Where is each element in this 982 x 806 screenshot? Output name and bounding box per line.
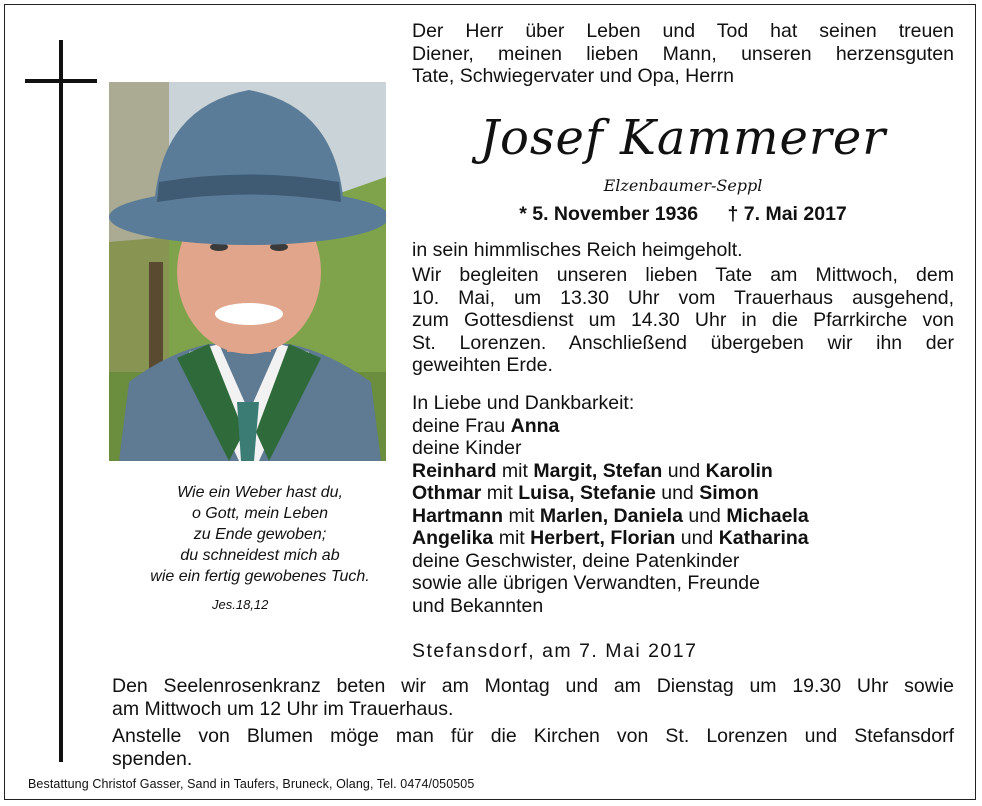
family-line: Reinhard mit Margit, Stefan und Karolin [412, 459, 773, 482]
verse-reference: Jes.18,12 [212, 597, 269, 612]
funeral-home-footer: Bestattung Christof Gasser, Sand in Taufers, Bruneck, Olang, Tel. 0474/050505 [28, 777, 475, 791]
relatives-line: und Bekannten [412, 594, 544, 617]
intro-line: Der Herr über Leben und Tod hat seinen treuen [412, 20, 954, 42]
funeral-line: Wir begleiten unseren lieben Tate am Mittwoch, dem [412, 264, 954, 286]
nickname: Elzenbaumer-Seppl [603, 176, 763, 195]
life-dates [412, 203, 954, 226]
funeral-line: 10. Mai, um 13.30 Uhr vom Trauerhaus ausgehend, [412, 286, 954, 309]
wife-name: Anna [510, 414, 560, 437]
funeral-line: zum Gottesdienst um 14.30 Uhr in die Pfarrkirche von [412, 309, 954, 331]
relatives-line: sowie alle übrigen Verwandten, Freunde [412, 572, 760, 594]
intro-line: Diener, meinen lieben Mann, unseren herzensguten [412, 42, 954, 65]
family-line: Othmar mit Luisa, Stefanie und Simon [412, 482, 759, 504]
deceased-name: Josef Kammerer [479, 110, 887, 166]
funeral-line: geweihten Erde. [412, 354, 553, 376]
verse-line: zu Ende gewoben; [193, 526, 327, 543]
heimgeholt-text: in sein himmlisches Reich heimgeholt. [412, 239, 743, 261]
cross-icon [59, 40, 63, 762]
family-line: Hartmann mit Marlen, Daniela und Michaela [412, 504, 809, 527]
wife-line: deine Frau Anna [412, 414, 560, 437]
intro-line: Tate, Schwiegervater und Opa, Herrn [412, 65, 734, 87]
bible-verse [110, 482, 410, 587]
intro-text [412, 20, 954, 88]
portrait-photo [109, 82, 386, 461]
mourners-list [412, 392, 954, 617]
rosary-text [112, 675, 954, 720]
verse-line: Wie ein Weber hast du, [177, 484, 343, 501]
flowers-line: Anstelle von Blumen möge man für die Kirchen von St. Lorenzen und Stefansdorf [112, 725, 954, 747]
funeral-line: St. Lorenzen. Anschließend übergeben wir ihn der [412, 331, 954, 354]
rosary-line: Den Seelenrosenkranz beten wir am Montag und am Dienstag um 19.30 Uhr sowie [112, 675, 954, 697]
death-date: † 7. Mai 2017 [727, 203, 847, 225]
mourners-intro: In Liebe und Dankbarkeit: [412, 392, 635, 414]
birth-date: * 5. November 1936 [519, 203, 699, 225]
children-label: deine Kinder [412, 437, 522, 459]
verse-line: o Gott, mein Leben [191, 505, 329, 522]
funeral-text [412, 264, 954, 377]
flowers-text [112, 725, 954, 770]
place-date: Stefansdorf, am 7. Mai 2017 [412, 640, 698, 662]
flowers-line: spenden. [112, 747, 193, 770]
family-line: Angelika mit Herbert, Florian und Katharina [412, 527, 809, 549]
verse-line: du schneidest mich ab [180, 547, 340, 564]
cross-icon-bar [25, 79, 97, 83]
relatives-line: deine Geschwister, deine Patenkinder [412, 549, 740, 572]
verse-line: wie ein fertig gewobenes Tuch. [150, 568, 370, 585]
rosary-line: am Mittwoch um 12 Uhr im Trauerhaus. [112, 697, 454, 720]
